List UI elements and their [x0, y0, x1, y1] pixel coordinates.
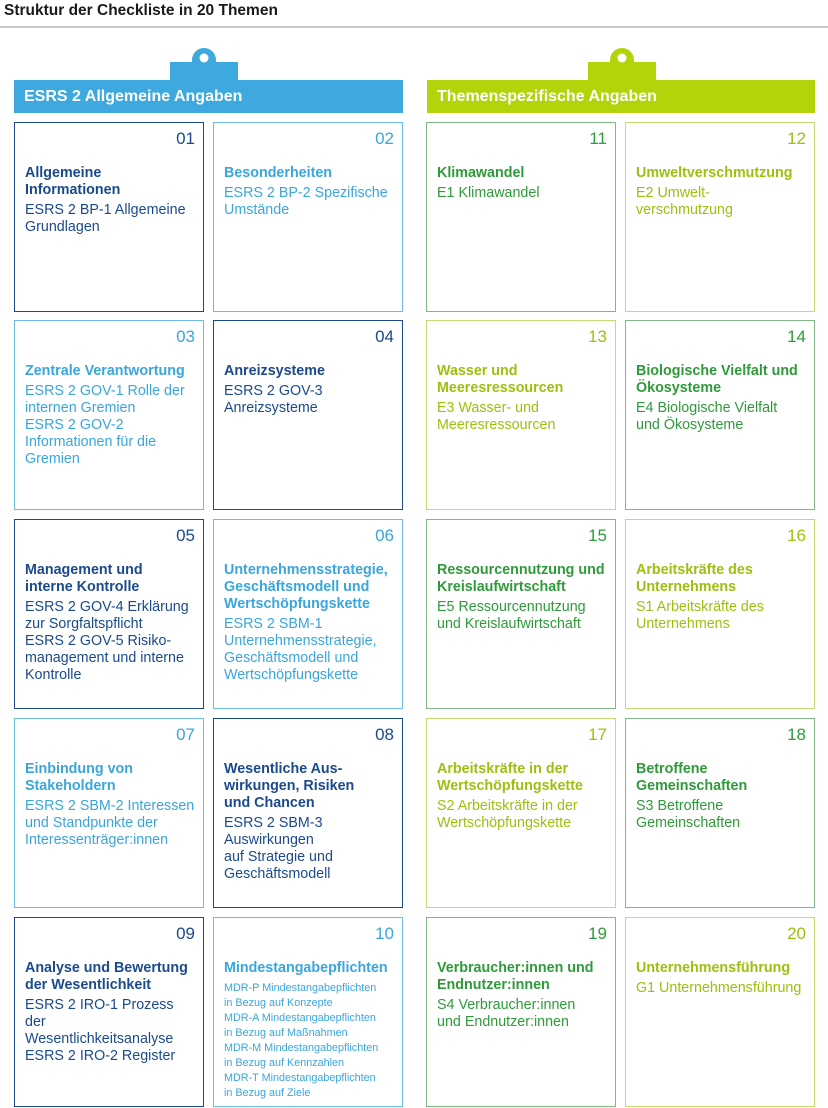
card-title [636, 761, 806, 832]
card-title [437, 562, 607, 633]
card-title [636, 960, 806, 997]
topic-card-12 [625, 122, 815, 312]
card-description [636, 980, 806, 997]
card-description-line: und Standpunkte der [25, 815, 158, 831]
card-description-line: MDR-A Mindestangabepflichten [224, 1012, 376, 1024]
topic-card-02 [213, 122, 403, 312]
card-number: 02 [375, 129, 394, 148]
card-title-line: Klimawandel [437, 165, 525, 181]
card-description-line: ESRS 2 GOV-2 [25, 417, 124, 433]
card-description-line: Anreizsysteme [224, 400, 318, 416]
card-number: 08 [375, 725, 394, 744]
topic-card-06 [213, 519, 403, 709]
card-description-line: internen Gremien [25, 400, 136, 416]
topic-card-10 [213, 917, 403, 1107]
card-number: 10 [375, 924, 394, 943]
card-description-line: in Bezug auf Ziele [224, 1087, 311, 1099]
topic-card-19 [426, 917, 616, 1107]
card-title [437, 761, 607, 832]
topic-card-07 [14, 718, 204, 908]
card-title-line: Meeresressourcen [437, 380, 564, 396]
clipboard-clip-icon-left [170, 40, 238, 84]
card-title [25, 363, 195, 468]
card-description [437, 400, 607, 434]
topic-card-05 [14, 519, 204, 709]
card-number: 06 [375, 526, 394, 545]
card-title-line: Unternehmensführung [636, 960, 791, 976]
card-description-line: Kontrolle [25, 667, 82, 683]
card-description-line: Gremien [25, 451, 80, 467]
title-divider [0, 26, 828, 28]
card-description [224, 383, 394, 417]
topic-card-13 [426, 320, 616, 510]
card-description-line: ESRS 2 GOV-1 Rolle der [25, 383, 185, 399]
card-title-line: Unternehmens [636, 579, 737, 595]
card-title [25, 165, 195, 236]
card-description-line: S2 Arbeitskräfte in der [437, 798, 578, 814]
card-description [437, 798, 607, 832]
card-description-line: Geschäftsmodell und [224, 650, 359, 666]
card-title [224, 165, 394, 219]
card-title-line: Stakeholdern [25, 778, 116, 794]
card-title-line: Gemeinschaften [636, 778, 748, 794]
card-description [437, 185, 607, 202]
card-description-line: ESRS 2 SBM-2 Interessen [25, 798, 195, 814]
card-number: 04 [375, 327, 394, 346]
card-title-line: Analyse und Bewertung [25, 960, 188, 976]
card-number: 05 [176, 526, 195, 545]
card-title-line: Arbeitskräfte in der [437, 761, 569, 777]
card-description-line: ESRS 2 GOV-5 Risiko- [25, 633, 172, 649]
card-title [437, 165, 607, 202]
card-description [25, 997, 195, 1065]
card-description-line: ESRS 2 GOV-3 [224, 383, 323, 399]
card-description-line: Unternehmensstrategie, [224, 633, 377, 649]
card-description-line: ESRS 2 GOV-4 Erklärung [25, 599, 189, 615]
card-title [25, 761, 195, 849]
card-title-line: Endnutzer:innen [437, 977, 550, 993]
card-description-line: ESRS 2 SBM-1 [224, 616, 323, 632]
card-title-line: Wertschöpfungskette [437, 778, 583, 794]
card-description [25, 798, 195, 849]
card-description-line: Umstände [224, 202, 290, 218]
card-title-line: Ressourcennutzung und [437, 562, 605, 578]
topic-card-14 [625, 320, 815, 510]
card-description-line: MDR-T Mindestangabepflichten [224, 1072, 376, 1084]
card-title [636, 165, 806, 219]
card-description-line: E1 Klimawandel [437, 185, 540, 201]
page-title: Struktur der Checkliste in 20 Themen [4, 2, 278, 19]
card-title-line: Umweltverschmutzung [636, 165, 793, 181]
card-number: 16 [787, 526, 806, 545]
header-esrs2-general: ESRS 2 Allgemeine Angaben [14, 80, 403, 113]
card-description-line: Auswirkungen [224, 832, 314, 848]
topic-card-16 [625, 519, 815, 709]
card-description-line: E2 Umwelt- [636, 185, 710, 201]
card-title-line: Mindestangabepflichten [224, 960, 388, 976]
card-title-line: Einbindung von [25, 761, 134, 777]
card-title-line: Allgemeine [25, 165, 102, 181]
card-title-line: Ökosysteme [636, 380, 722, 396]
card-description-line: Unternehmens [636, 616, 730, 632]
card-title [25, 960, 195, 1065]
card-title-line: Unternehmensstrategie, [224, 562, 388, 578]
card-description-line: verschmutzung [636, 202, 733, 218]
topic-card-04 [213, 320, 403, 510]
card-description-line: ESRS 2 BP-2 Spezifische [224, 185, 388, 201]
card-description-line: S4 Verbraucher:innen [437, 997, 576, 1013]
card-description-line: und Endnutzer:innen [437, 1014, 569, 1030]
card-number: 13 [588, 327, 607, 346]
card-description [224, 981, 394, 1101]
card-description-line: Wesentlichkeitsanalyse [25, 1031, 174, 1047]
card-description [25, 202, 195, 236]
topic-card-15 [426, 519, 616, 709]
card-description-line: Informationen für die [25, 434, 157, 450]
card-title-line: Arbeitskräfte des [636, 562, 753, 578]
card-description-line: ESRS 2 SBM-3 [224, 815, 323, 831]
card-description-line: Wertschöpfungskette [437, 815, 572, 831]
card-title-line: Wasser und [437, 363, 518, 379]
card-description-line: Interessenträger:innen [25, 832, 169, 848]
card-title-line: und Chancen [224, 795, 315, 811]
card-description-line: MDR-P Mindestangabepflichten [224, 982, 377, 994]
card-description-line: Geschäftsmodell [224, 866, 331, 882]
card-description-line: E3 Wasser- und [437, 400, 539, 416]
card-description-line: ESRS 2 BP-1 Allgemeine [25, 202, 186, 218]
card-number: 09 [176, 924, 195, 943]
card-number: 07 [176, 725, 195, 744]
card-description-line: auf Strategie und [224, 849, 333, 865]
card-description [636, 400, 806, 434]
card-number: 11 [589, 129, 607, 148]
card-description-line: in Bezug auf Konzepte [224, 997, 333, 1009]
card-title [437, 363, 607, 434]
card-title-line: wirkungen, Risiken [224, 778, 355, 794]
card-title [636, 363, 806, 434]
card-description [636, 798, 806, 832]
card-description-line: und Ökosysteme [636, 417, 744, 433]
card-title-line: der Wesentlichkeit [25, 977, 152, 993]
card-title [224, 363, 394, 417]
card-description [25, 599, 195, 684]
card-number: 15 [588, 526, 607, 545]
card-number: 19 [588, 924, 607, 943]
card-description-line: MDR-M Mindestangabepflichten [224, 1042, 379, 1054]
card-description-line: in Bezug auf Kennzahlen [224, 1057, 345, 1069]
card-title-line: Wesentliche Aus- [224, 761, 343, 777]
card-description-line: management und interne [25, 650, 184, 666]
topic-card-11 [426, 122, 616, 312]
card-description-line: ESRS 2 IRO-1 Prozess der [25, 997, 174, 1030]
card-description [25, 383, 195, 468]
card-title-line: Kreislaufwirtschaft [437, 579, 566, 595]
card-description-line: Grundlagen [25, 219, 100, 235]
card-description [224, 616, 394, 684]
card-title-line: Management und [25, 562, 143, 578]
card-title-line: Verbraucher:innen und [437, 960, 594, 976]
card-description-line: E5 Ressourcennutzung [437, 599, 586, 615]
card-description [636, 185, 806, 219]
card-number: 17 [588, 725, 607, 744]
card-title-line: Wertschöpfungskette [224, 596, 370, 612]
card-description [437, 997, 607, 1031]
card-title-line: Zentrale Verantwortung [25, 363, 185, 379]
card-description-line: S3 Betroffene [636, 798, 724, 814]
card-title-line: Betroffene [636, 761, 708, 777]
card-title [224, 562, 394, 684]
card-description [636, 599, 806, 633]
card-description [437, 599, 607, 633]
card-title [636, 562, 806, 633]
card-number: 03 [176, 327, 195, 346]
card-title [224, 761, 394, 883]
topic-card-01 [14, 122, 204, 312]
card-number: 20 [787, 924, 806, 943]
card-number: 18 [787, 725, 806, 744]
topic-card-17 [426, 718, 616, 908]
card-description-line: Meeresressourcen [437, 417, 556, 433]
card-title-line: interne Kontrolle [25, 579, 140, 595]
card-description [224, 185, 394, 219]
topic-card-08 [213, 718, 403, 908]
card-number: 01 [176, 129, 195, 148]
card-title-line: Besonderheiten [224, 165, 333, 181]
clipboard-clip-icon-right [588, 40, 656, 84]
card-title-line: Geschäftsmodell und [224, 579, 370, 595]
card-title [437, 960, 607, 1031]
card-description-line: Gemeinschaften [636, 815, 741, 831]
card-description-line: Wertschöpfungskette [224, 667, 359, 683]
topic-card-03 [14, 320, 204, 510]
topic-card-09 [14, 917, 204, 1107]
card-title-line: Informationen [25, 182, 121, 198]
card-description-line: zur Sorgfaltspflicht [25, 616, 143, 632]
card-description-line: G1 Unternehmensführung [636, 980, 802, 996]
card-description [224, 815, 394, 883]
header-topic-specific: Themenspezifische Angaben [427, 80, 815, 113]
card-description-line: in Bezug auf Maßnahmen [224, 1027, 348, 1039]
topic-card-18 [625, 718, 815, 908]
card-title-line: Biologische Vielfalt und [636, 363, 798, 379]
card-description-line: E4 Biologische Vielfalt [636, 400, 778, 416]
card-description-line: und Kreislaufwirtschaft [437, 616, 581, 632]
card-description-line: S1 Arbeitskräfte des [636, 599, 764, 615]
card-title [25, 562, 195, 684]
card-description-line: ESRS 2 IRO-2 Register [25, 1048, 176, 1064]
card-title [224, 960, 394, 1101]
card-title-line: Anreizsysteme [224, 363, 325, 379]
card-number: 12 [787, 129, 806, 148]
card-number: 14 [787, 327, 806, 346]
topic-card-20 [625, 917, 815, 1107]
